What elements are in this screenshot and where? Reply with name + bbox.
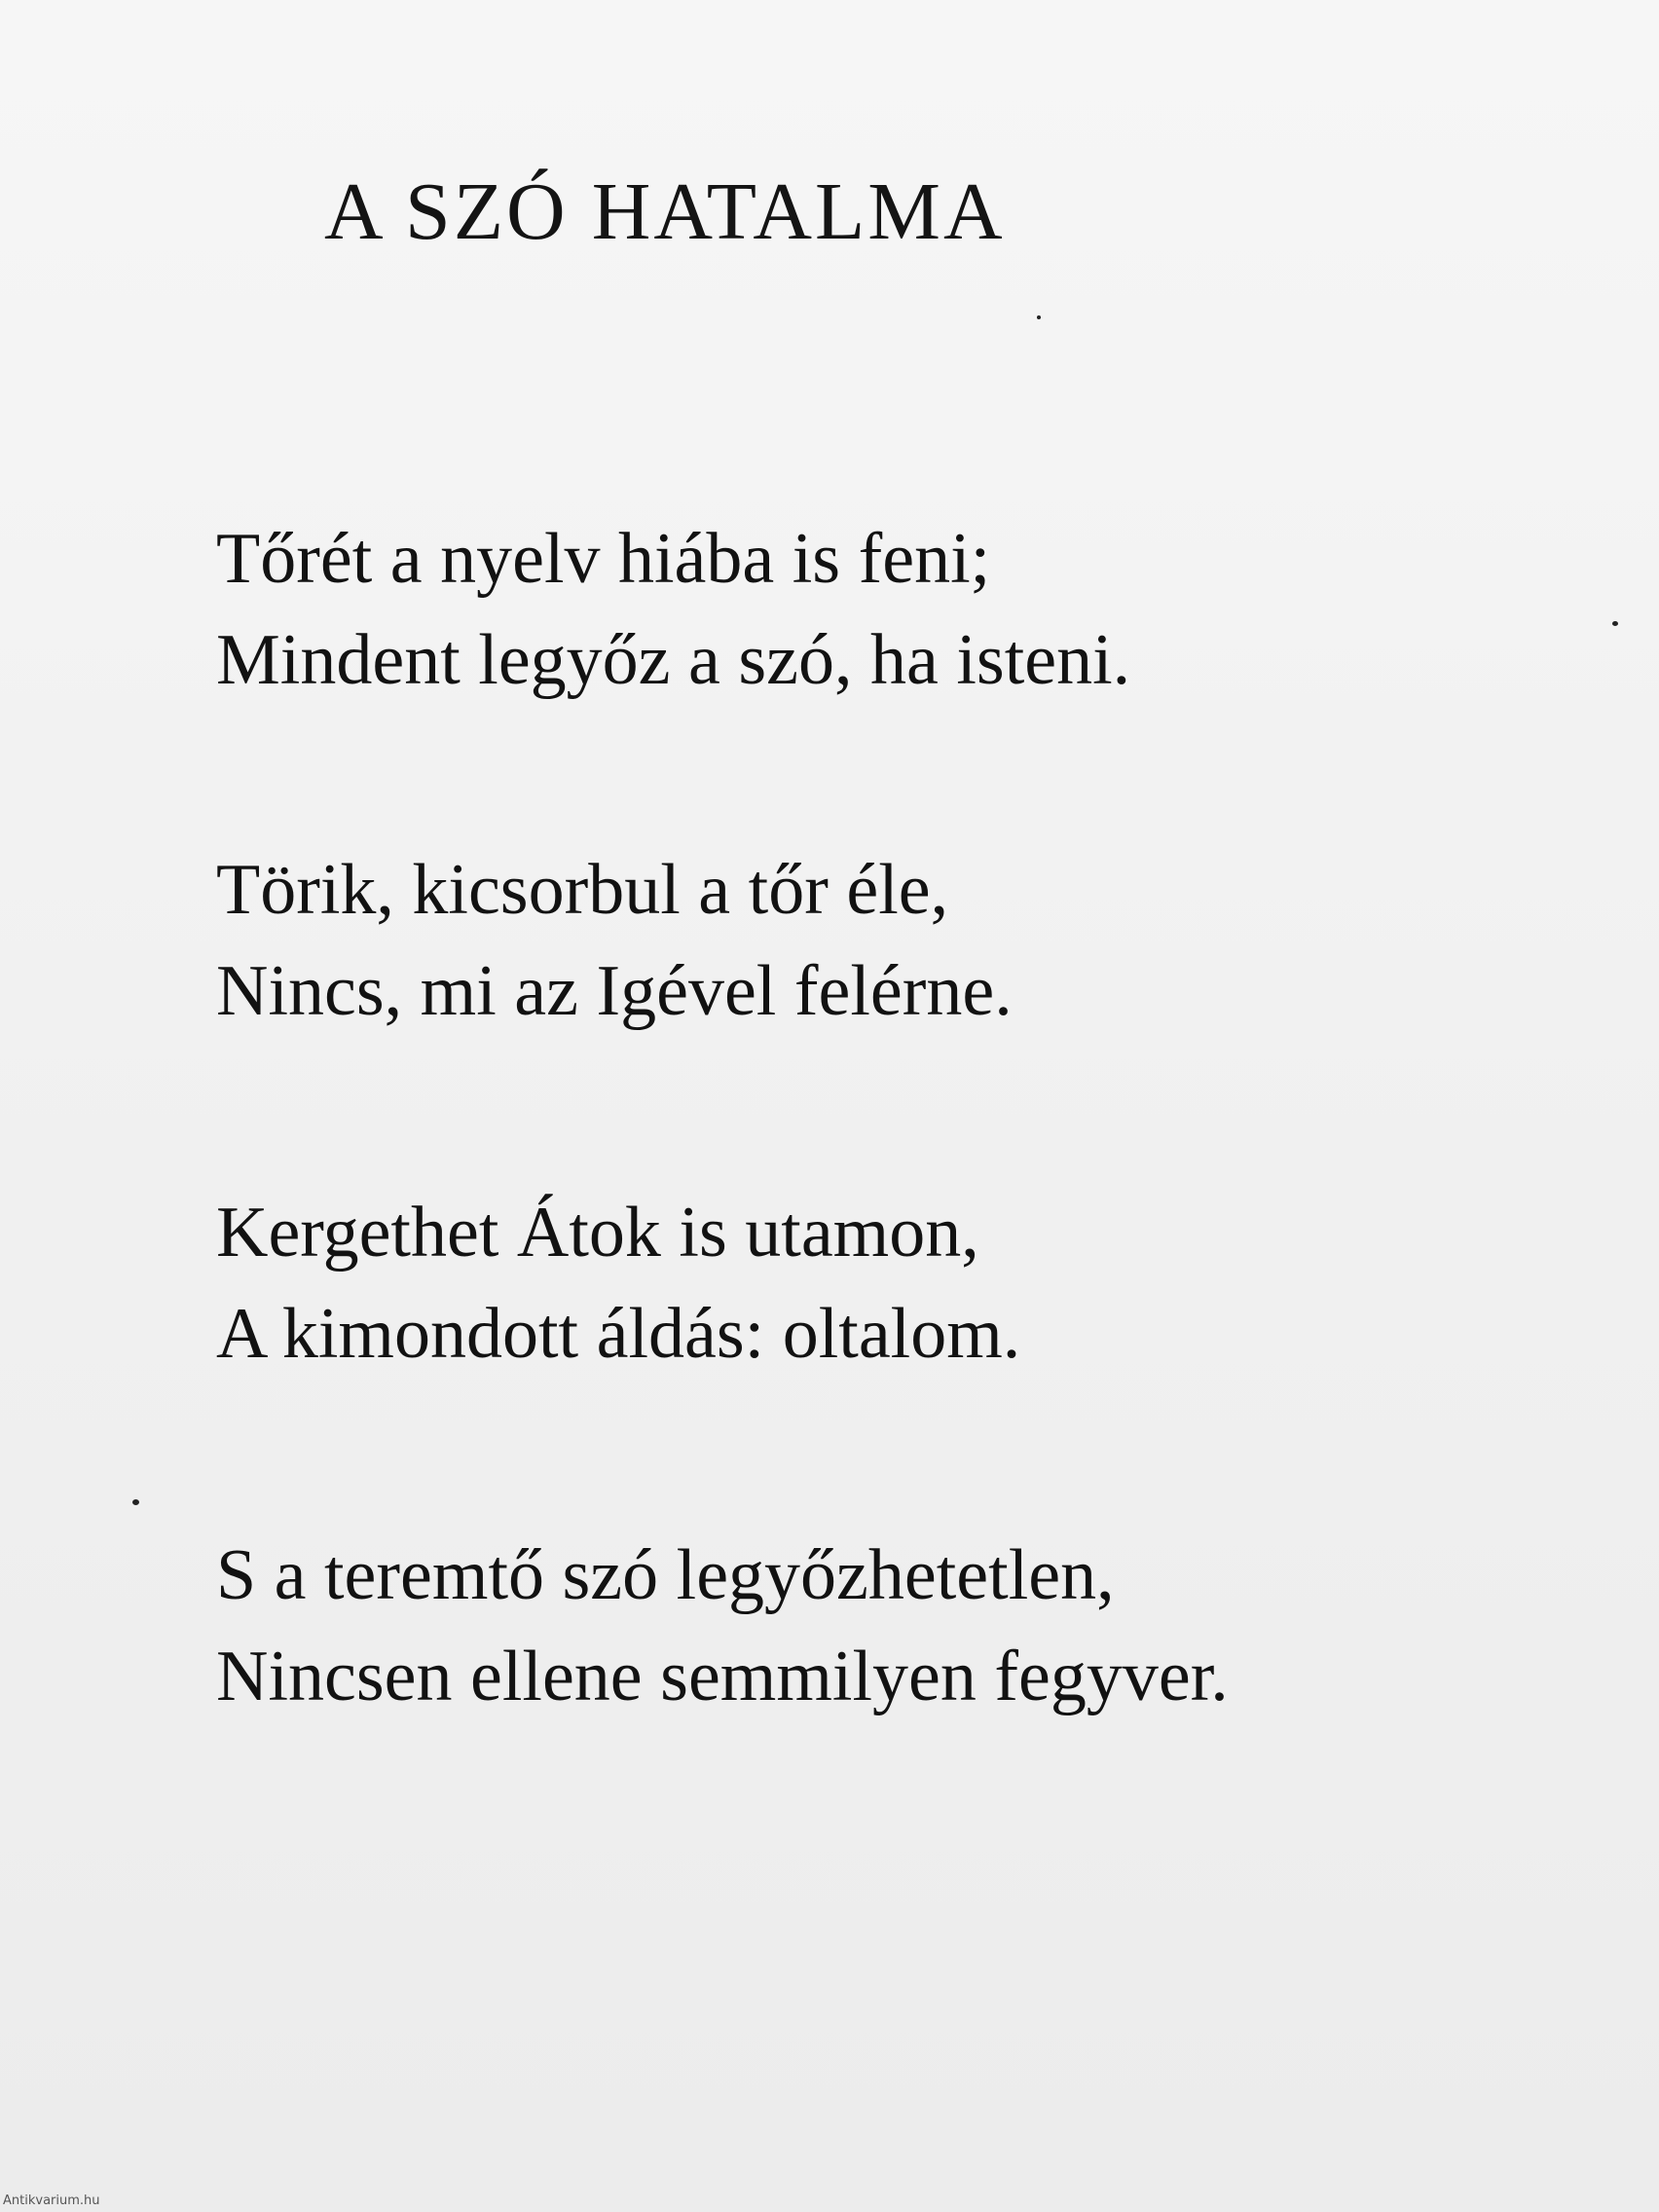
watermark: Antikvarium.hu	[3, 2194, 100, 2208]
poem-line: A kimondott áldás: oltalom.	[216, 1294, 1021, 1374]
stanza-1	[216, 508, 1482, 711]
paper-speck	[1037, 315, 1041, 319]
poem-line: Nincsen ellene semmilyen fegyver.	[216, 1637, 1229, 1716]
stanza-2	[216, 839, 1482, 1042]
poem-line: S a teremtő szó legyőzhetetlen,	[216, 1535, 1115, 1615]
poem-line: Kergethet Átok is utamon,	[216, 1193, 979, 1272]
paper-speck	[132, 1499, 139, 1505]
poem-line: Mindent legyőz a szó, ha isteni.	[216, 620, 1131, 700]
poem-title: A SZÓ HATALMA	[324, 166, 1006, 257]
stanza-3	[216, 1182, 1482, 1384]
poem-line: Nincs, mi az Igével felérne.	[216, 951, 1013, 1031]
poem-line: Törik, kicsorbul a tőr éle,	[216, 850, 949, 930]
poem-line: Tőrét a nyelv hiába is feni;	[216, 519, 991, 599]
paper-speck	[1612, 621, 1618, 626]
stanza-4	[216, 1525, 1482, 1727]
